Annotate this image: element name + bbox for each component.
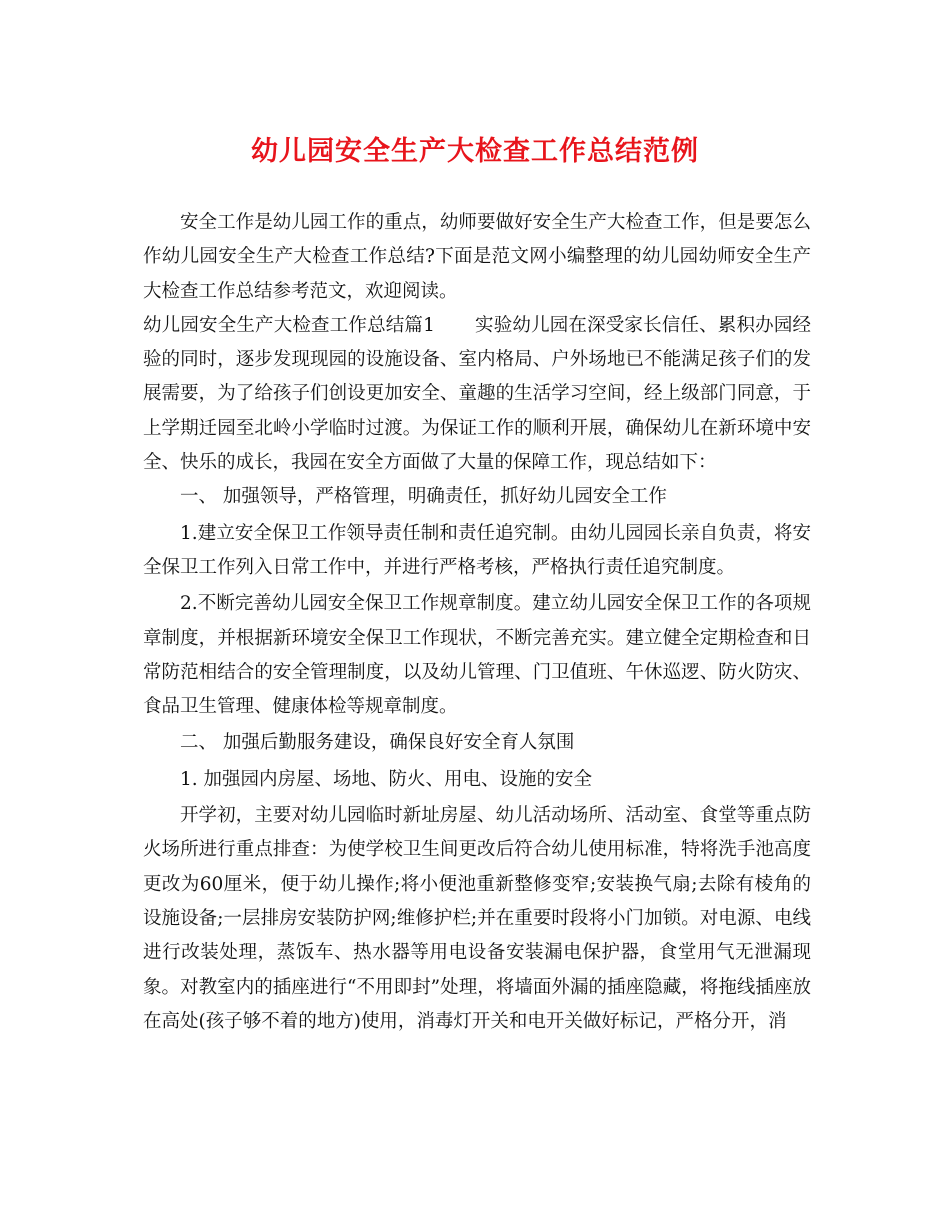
section-1-heading: 一、 加强领导，严格管理，明确责任，抓好幼儿园安全工作 [180,486,667,508]
section-1-item-2: 2.不断完善幼儿园安全保卫工作规章制度。建立幼儿园安全保卫工作的各项规章制度，并根据新环境安全保卫工作现状，不断完善充实。建立健全定期检查和日常防范相结合的安全管理制度，以及幼儿管理、门卫值班、午休巡逻、防火防灾、食品卫生管理、健康体检等规章制度。 [143,593,811,718]
section-1-item-1: 1.建立安全保卫工作领导责任制和责任追究制。由幼儿园园长亲自负责，将安全保卫工作列入日常工作中，并进行严格考核，严格执行责任追究制度。 [143,522,811,578]
article-paragraph [143,309,811,480]
document-body [143,206,811,1039]
section-2-item-1: 1. 加强园内房屋、场地、防火、用电、设施的安全 [180,768,593,790]
section-2-heading: 二、 加强后勤服务建设，确保良好安全育人氛围 [180,732,575,754]
intro-paragraph: 安全工作是幼儿园工作的重点，幼师要做好安全生产大检查工作，但是要怎么作幼儿园安全生产大检查工作总结?下面是范文网小编整理的幼儿园幼师安全生产大检查工作总结参考范文，欢迎阅读。 [143,212,811,302]
article-heading: 幼儿园安全生产大检查工作总结篇1 [143,314,435,336]
section-2-paragraph: 开学初，主要对幼儿园临时新址房屋、幼儿活动场所、活动室、食堂等重点防火场所进行重点排查：为使学校卫生间更改后符合幼儿使用标准，特将洗手池高度更改为60厘米，便于幼儿操作;将小便池重新整修变窄;安装换气扇;去除有棱角的设施设备;一层排房安装防护网;维修护栏;并在重要时段将小门加锁。对电源、电线进行改装处理，蒸饭车、热水器等用电设备安装漏电保护器，食堂用气无泄漏现象。对教室内的插座进行“不用即封”处理，将墙面外漏的插座隐藏，将拖线插座放在高处(孩子够不着的地方)使用，消毒灯开关和电开关做好标记，严格分开，消 [143,805,811,1032]
article-lead: 实验幼儿园在深受家长信任、累积办园经验的同时，逐步发现现园的设施设备、室内格局、户外场地已不能满足孩子们的发展需要，为了给孩子们创设更加安全、童趣的生活学习空间，经上级部门同意，于上学期迁园至北岭小学临时过渡。为保证工作的顺利开展，确保幼儿在新环境中安全、快乐的成长，我园在安全方面做了大量的保障工作，现总结如下： [143,314,811,474]
document-title: 幼儿园安全生产大检查工作总结范例 [251,136,699,167]
